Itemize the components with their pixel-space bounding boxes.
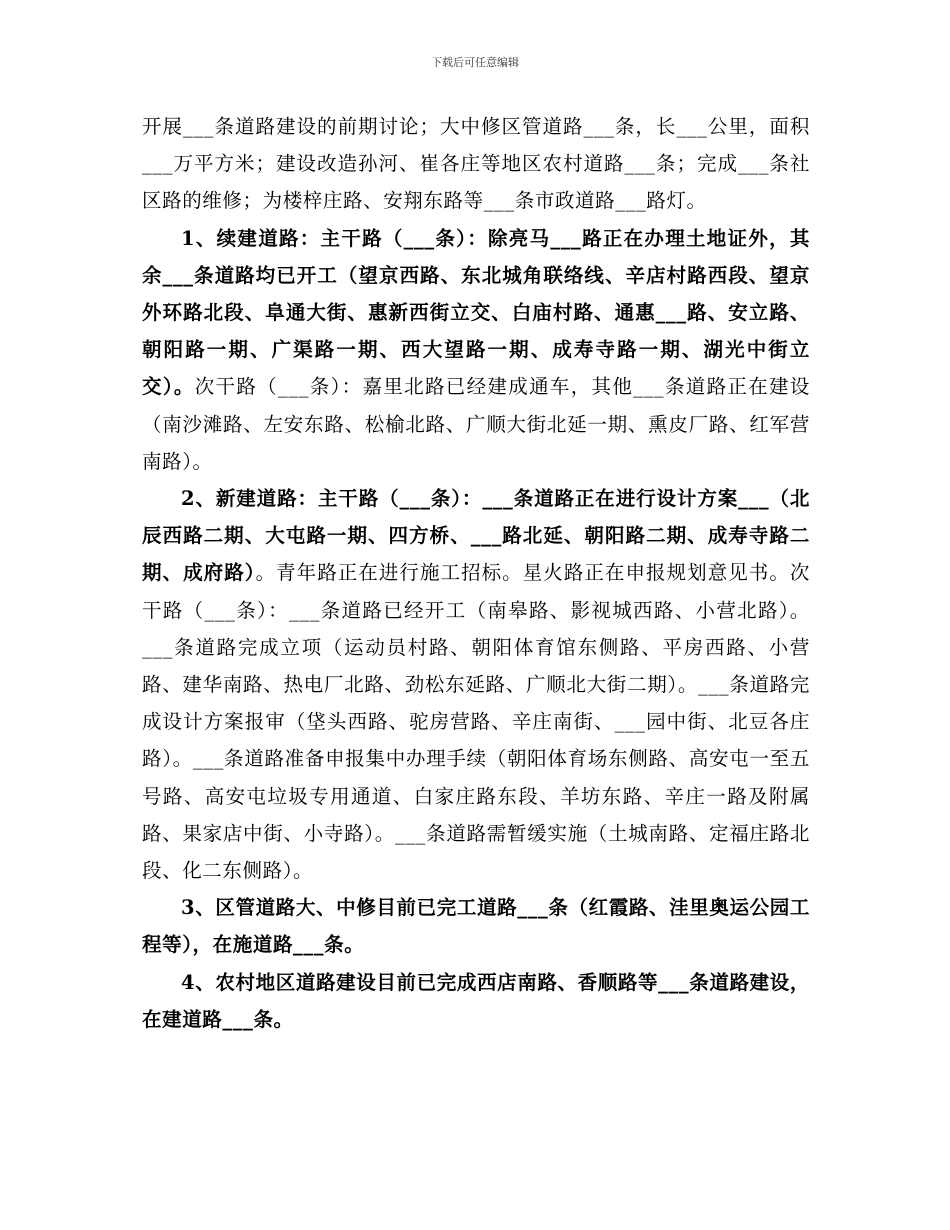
paragraph-rural-roads: 4、农村地区道路建设目前已完成西店南路、香顺路等___条道路建设，在建道路___条。 <box>142 970 810 1031</box>
document-body <box>142 108 810 1038</box>
paragraph-continuing-roads <box>142 220 810 480</box>
new-roads-secondary: 。青年路正在进行施工招标。星火路正在申报规划意见书。次干路（___条）：___条道路已经开工（南皋路、影视城西路、小营北路）。___条道路完成立项（运动员村路、朝阳体育馆东侧路、平房西路、小营路、建华南路、热电厂北路、劲松东延路、广顺北大街二期）。___条道路完成设计方案报审（垡头西路、驼房营路、辛庄南街、___园中街、北豆各庄路）。___条道路准备申报集中办理手续（朝阳体育场东侧路、高安屯一至五号路、高安屯垃圾专用通道、白家庄路东段、羊坊东路、辛庄一路及附属路、果家店中街、小寺路）。___条道路需暂缓实施（土城南路、定福庄路北段、化二东侧路）。 <box>142 561 810 883</box>
paragraph-intro: 开展___条道路建设的前期讨论；大中修区管道路___条，长___公里，面积___万平方米；建设改造孙河、崔各庄等地区农村道路___条；完成___条社区路的维修；为楼梓庄路、安翔东路等___条市政道路___路灯。 <box>142 115 810 213</box>
paragraph-district-repair: 3、区管道路大、中修目前已完工道路___条（红霞路、洼里奥运公园工程等），在施道路___条。 <box>142 896 810 957</box>
paragraph-new-roads <box>142 480 810 889</box>
continuing-roads-main: 1、续建道路：主干路（___条）：除亮马___路正在办理土地证外，其余___条道路均已开工（望京西路、东北城角联络线、辛店村路西段、望京外环路北段、阜通大街、惠新西街立交、白庙村路、通惠___路、安立路、朝阳路一期、广渠路一期、西大望路一期、成寿寺路一期、湖光中街立交）。 <box>142 226 810 399</box>
continuing-roads-secondary: 次干路（___条）：嘉里北路已经建成通车，其他___条道路正在建设（南沙滩路、左安东路、松榆北路、广顺大街北延一期、熏皮厂路、红军营南路）。 <box>142 375 810 473</box>
page-header: 下载后可任意编辑 <box>431 56 519 69</box>
new-roads-main: 2、新建道路：主干路（___条）：___条道路正在进行设计方案___（北辰西路二期、大屯路一期、四方桥、___路北延、朝阳路二期、成寿寺路二期、成府路） <box>142 487 810 585</box>
